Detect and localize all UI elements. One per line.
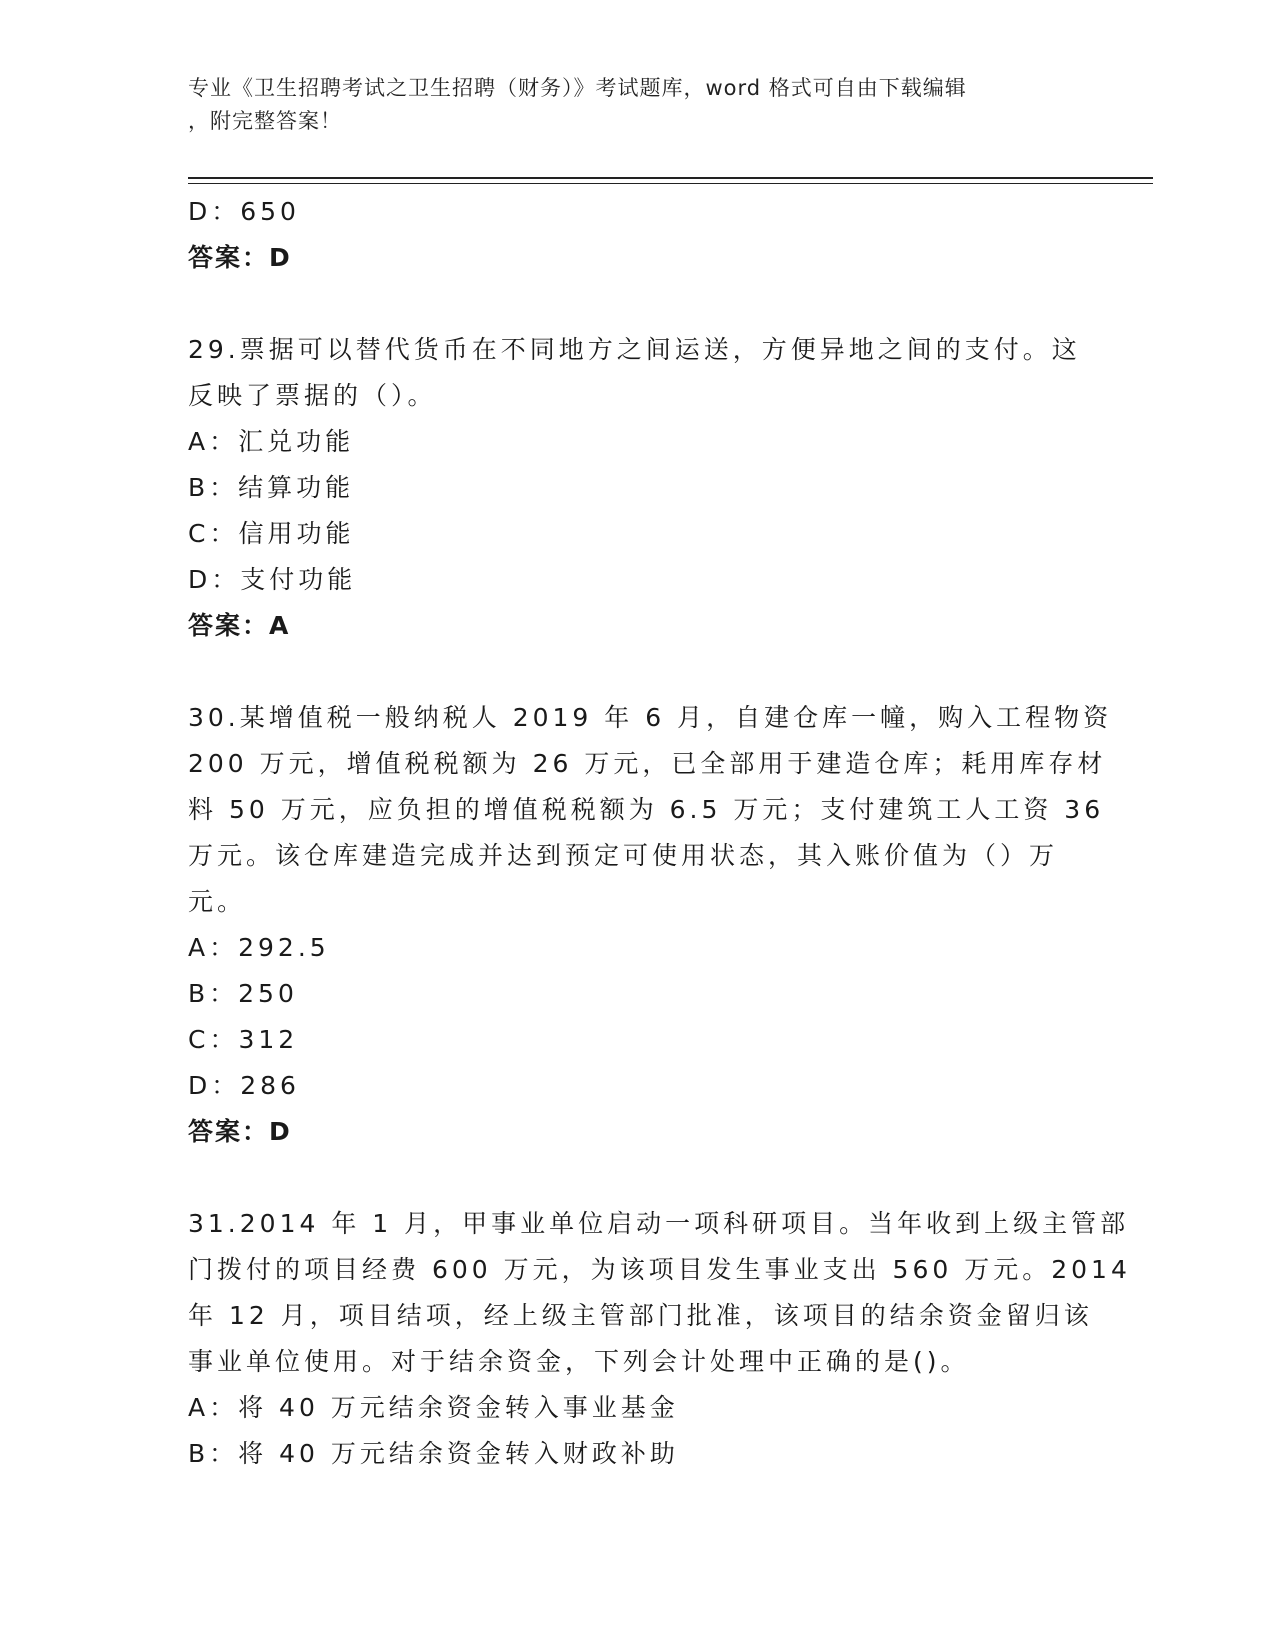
q31-stem-line: 事业单位使用。对于结余资金，下列会计处理中正确的是()。 — [188, 1347, 970, 1376]
q29-option-a: A：汇兑功能 — [188, 427, 355, 456]
q30-option-d: D：286 — [188, 1071, 300, 1100]
header-line-1: 专业《卫生招聘考试之卫生招聘（财务）》考试题库，word 格式可自由下载编辑 — [188, 76, 967, 100]
q31-stem-line: 31.2014 年 1 月，甲事业单位启动一项科研项目。当年收到上级主管部 — [188, 1209, 1130, 1238]
q29-answer: 答案：A — [188, 611, 291, 640]
q28-answer: 答案：D — [188, 243, 292, 272]
q30-option-a: A：292.5 — [188, 933, 330, 962]
question-list — [188, 189, 1131, 1477]
q31-option-a: A：将 40 万元结余资金转入事业基金 — [188, 1393, 679, 1422]
spacer — [188, 281, 1088, 327]
document-header — [188, 72, 1088, 138]
q30-stem-line: 料 50 万元，应负担的增值税税额为 6.5 万元；支付建筑工人工资 36 — [188, 795, 1105, 824]
q31-stem-line: 门拨付的项目经费 600 万元，为该项目发生事业支出 560 万元。2014 — [188, 1255, 1131, 1284]
q30-option-c: C：312 — [188, 1025, 299, 1054]
question-31 — [188, 1201, 1131, 1477]
header-divider-thick — [188, 177, 1153, 179]
spacer — [188, 649, 1088, 695]
q31-stem-line: 年 12 月，项目结项，经上级主管部门批准，该项目的结余资金留归该 — [188, 1301, 1093, 1330]
q29-stem-line: 29.票据可以替代货币在不同地方之间运送，方便异地之间的支付。这 — [188, 335, 1081, 364]
header-line-2: ，附完整答案！ — [188, 109, 342, 133]
q28-option-d: D：650 — [188, 197, 300, 226]
q29-stem-line: 反映了票据的（）。 — [188, 381, 437, 410]
q29-option-d: D：支付功能 — [188, 565, 357, 594]
q30-stem-line: 万元。该仓库建造完成并达到预定可使用状态，其入账价值为（）万 — [188, 841, 1059, 870]
spacer — [188, 1155, 1088, 1201]
q31-option-b: B：将 40 万元结余资金转入财政补助 — [188, 1439, 679, 1468]
q30-answer: 答案：D — [188, 1117, 292, 1146]
question-29 — [188, 327, 1088, 649]
q29-option-b: B：结算功能 — [188, 473, 355, 502]
q30-stem-line: 200 万元，增值税税额为 26 万元，已全部用于建造仓库；耗用库存材 — [188, 749, 1107, 778]
q30-stem-line: 元。 — [188, 887, 247, 916]
header-divider-thin — [188, 183, 1153, 184]
q29-option-c: C：信用功能 — [188, 519, 355, 548]
q30-stem-line: 30.某增值税一般纳税人 2019 年 6 月，自建仓库一幢，购入工程物资 — [188, 703, 1113, 732]
question-30 — [188, 695, 1113, 1155]
q30-option-b: B：250 — [188, 979, 298, 1008]
